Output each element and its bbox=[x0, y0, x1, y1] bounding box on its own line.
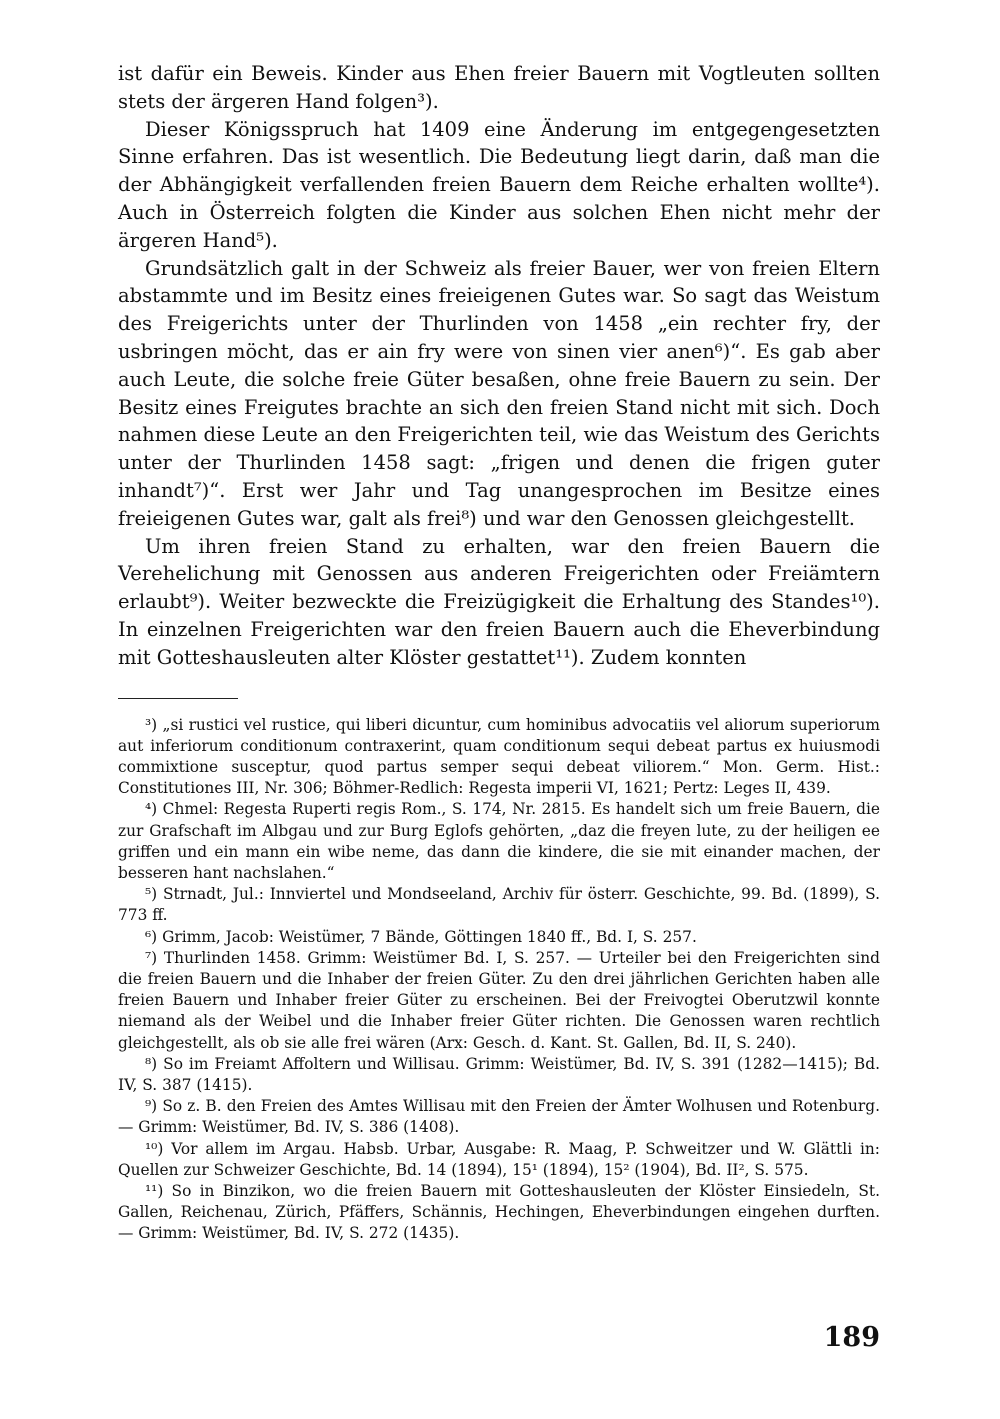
footnote: ⁹) So z. B. den Freien des Amtes Willisau mit den Freien der Ämter Wolhusen und Rotenburg. — Grimm: Weistümer, Bd. IV, S. 386 (1408). bbox=[118, 1097, 880, 1137]
footnotes bbox=[118, 715, 880, 1245]
page-body bbox=[118, 60, 880, 1245]
footnote: ⁸) So im Freiamt Affoltern und Willisau. Grimm: Weistümer, Bd. IV, S. 391 (1282—1415); Bd. IV, S. 387 (1415). bbox=[118, 1054, 880, 1094]
footnote-separator bbox=[118, 698, 238, 699]
paragraph: ist dafür ein Beweis. Kinder aus Ehen freier Bauern mit Vogtleuten sollten stets der ärgeren Hand folgen³). bbox=[118, 62, 880, 113]
footnote: ⁷) Thurlinden 1458. Grimm: Weistümer Bd. I, S. 257. — Urteiler bei den Freigerichten sind die freien Bauern und die Inhaber der freien Güter. Zu den drei jährlichen Gerichten haben alle freien Bauern und Inhaber freier Güter zu erscheinen. Bei der Freivogtei Oberutzwil konnte niemand als der Weibel und die Inhaber freier Güter richten. Die Genossen waren rechtlich gleichgestellt, als ob sie alle frei wären (Arx: Gesch. d. Kant. St. Gallen, Bd. II, S. 240). bbox=[118, 948, 880, 1052]
footnote: ¹¹) So in Binzikon, wo die freien Bauern mit Gotteshausleuten der Klöster Einsiedeln, St. Gallen, Reichenau, Zürich, Pfäffers, Schännis, Hechingen, Eheverbindungen eingehen durften. — Grimm: Weistümer, Bd. IV, S. 272 (1435). bbox=[118, 1182, 880, 1243]
footnote: ¹⁰) Vor allem im Argau. Habsb. Urbar, Ausgabe: R. Maag, P. Schweitzer und W. Glättli in: Quellen zur Schweizer Geschichte, Bd. 14 (1894), 15¹ (1894), 15² (1904), Bd. II², S. 575. bbox=[118, 1139, 880, 1179]
footnote: ⁵) Strnadt, Jul.: Innviertel und Mondseeland, Archiv für österr. Geschichte, 99. Bd. (1899), S. 773 ff. bbox=[118, 885, 880, 925]
footnote: ³) „si rustici vel rustice, qui liberi dicuntur, cum hominibus advocatiis vel aliorum superiorum aut inferiorum conditionum contraxerint, quam conditionum sequi debeat partus ex huiusmodi commixtione susceptur, quod partus semper sequi debeat viliorem.“ Mon. Germ. Hist.: Constitutiones III, Nr. 306; Böhmer-Redlich: Regesta imperii VI, 1621; Pertz: Leges II, 439. bbox=[118, 715, 880, 798]
paragraph: Um ihren freien Stand zu erhalten, war den freien Bauern die Verehelichung mit Genossen aus anderen Freigerichten oder Freiämtern erlaubt⁹). Weiter bezweckte die Freizügigkeit die Erhaltung des Standes¹⁰). In einzelnen Freigerichten war den freien Bauern auch die Eheverbindung mit Gotteshausleuten alter Klöster gestattet¹¹). Zudem konnten bbox=[118, 534, 880, 669]
paragraph: Grundsätzlich galt in der Schweiz als freier Bauer, wer von freien Eltern abstammte und im Besitz eines freieigenen Gutes war. So sagt das Weistum des Freigerichts unter der Thurlinden von 1458 „ein rechter fry, der usbringen möcht, das er ain fry were von sinen vier anen⁶)“. Es gab aber auch Leute, die solche freie Güter besaßen, ohne freie Bauern zu sein. Der Besitz eines Freigutes brachte an sich den freien Stand nicht mit sich. Doch nahmen diese Leute an den Freigerichten teil, wie das Weistum des Gerichts unter der Thurlinden 1458 sagt: „frigen und denen die frigen guter inhandt⁷)“. Erst wer Jahr und Tag unangesprochen im Besitze eines freieigenen Gutes war, galt als frei⁸) und war den Genossen gleichgestellt. bbox=[118, 256, 880, 530]
footnote: ⁴) Chmel: Regesta Ruperti regis Rom., S. 174, Nr. 2815. Es handelt sich um freie Bauern, die zur Grafschaft im Albgau und zur Burg Eglofs gehörten, „daz die freyen lute, zu der heiligen ee griffen und ein mann ein wibe neme, das dann die kindere, die sie mit einander machen, der besseren hant nachslahen.“ bbox=[118, 800, 880, 882]
footnote: ⁶) Grimm, Jacob: Weistümer, 7 Bände, Göttingen 1840 ff., Bd. I, S. 257. bbox=[145, 927, 697, 946]
paragraph: Dieser Königsspruch hat 1409 eine Änderung im entgegengesetzten Sinne erfahren. Das ist wesentlich. Die Bedeutung liegt darin, daß man die der Abhängigkeit verfallenden freien Bauern dem Reiche erhalten wollte⁴). Auch in Österreich folgten die Kinder aus solchen Ehen nicht mehr der ärgeren Hand⁵). bbox=[118, 117, 880, 252]
page-number: 189 bbox=[823, 1322, 880, 1353]
main-text bbox=[118, 60, 880, 672]
